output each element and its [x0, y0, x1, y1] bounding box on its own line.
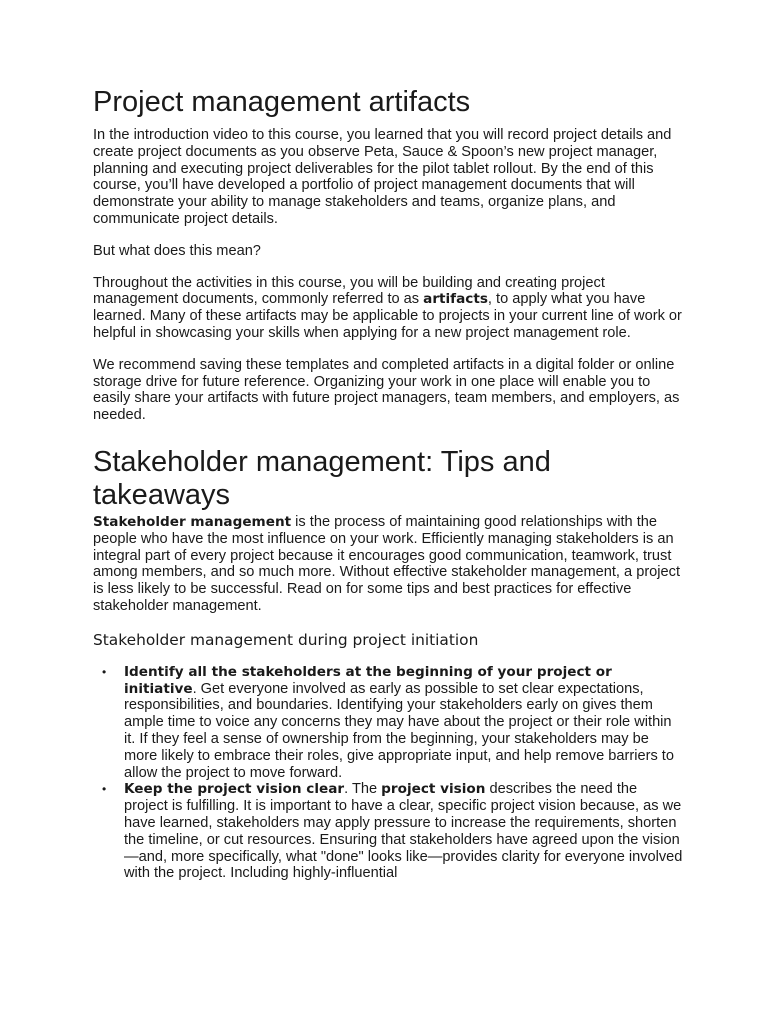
tip-text: . Get everyone involved as early as possible to set clear expectations, responsibilities, and boundaries. Identifying your stakeholders early on gives them ample time to voice any concerns they may have about the project or their role within it. If they feel a sense of ownership from the beginning, your stakeholders may be more likely to embrace their roles, give appropriate input, and help remove barriers to allow the project to move forward. — [124, 680, 674, 781]
tips-list — [93, 664, 683, 882]
bullet-icon: • — [102, 782, 107, 797]
artifacts-paragraph-start: Throughout the activities in this course, you will be building and creating project management documents, commonly referred to as — [93, 274, 605, 308]
stakeholder-definition-paragraph — [93, 514, 683, 615]
document-page — [93, 86, 683, 882]
tip-heading: Identify all the stakeholders at the beginning of your project or initiative — [124, 663, 612, 697]
tip-text-mid: . The — [344, 781, 382, 798]
intro-paragraph: In the introduction video to this course, you learned that you will record project details and create project documents as you observe Peta, Sauce & Spoon’s new project manager, planning and executing project deliverables for the pilot tablet rollout. By the end of this course, you’ll have developed a portfolio of project management documents that will demonstrate your ability to manage stakeholders and teams, organize plans, and communicate project details. — [93, 127, 672, 227]
artifacts-term: artifacts — [423, 291, 488, 308]
project-vision-term: project vision — [381, 781, 486, 798]
section-title-artifacts: Project management artifacts — [93, 86, 471, 118]
stakeholder-definition-text: is the process of maintaining good relationships with the people who have the most influence on your work. Efficiently managing stakeholders is an integral part of every project because it encourages good communication, teamwork, trust among members, and so much more. Without effective stakeholder management, a project is less likely to be successful. Read on for some tips and best practices for effective stakeholder management. — [93, 513, 681, 614]
question-paragraph: But what does this mean? — [93, 242, 261, 259]
section-title-stakeholder: Stakeholder management: Tips and takeaways — [93, 445, 551, 511]
artifacts-paragraph-end: , to apply what you have learned. Many of these artifacts may be applicable to projects in your current line of work or helpful in showcasing your skills when applying for a new project management role. — [93, 291, 682, 341]
artifacts-paragraph — [93, 275, 683, 342]
list-item — [102, 663, 683, 782]
stakeholder-management-term: Stakeholder management — [93, 513, 292, 530]
recommendation-paragraph: We recommend saving these templates and completed artifacts in a digital folder or online storage drive for future reference. Organizing your work in one place will enable you to easily share your artifacts with future project managers, team members, and employers, as needed. — [93, 356, 680, 424]
subheading-initiation: Stakeholder management during project initiation — [93, 630, 479, 649]
tip-text: describes the need the project is fulfilling. It is important to have a clear, specific project vision because, as we have learned, stakeholders may apply pressure to increase the requirements, shorten the timeline, or cut resources. Ensuring that stakeholders have agreed upon the vision—and, more specifically, what "done" looks like—provides clarity for everyone involved with the project. Including highly-influential — [124, 781, 683, 882]
bullet-icon: • — [102, 664, 107, 679]
tip-heading: Keep the project vision clear — [124, 781, 345, 798]
list-item — [102, 781, 683, 882]
